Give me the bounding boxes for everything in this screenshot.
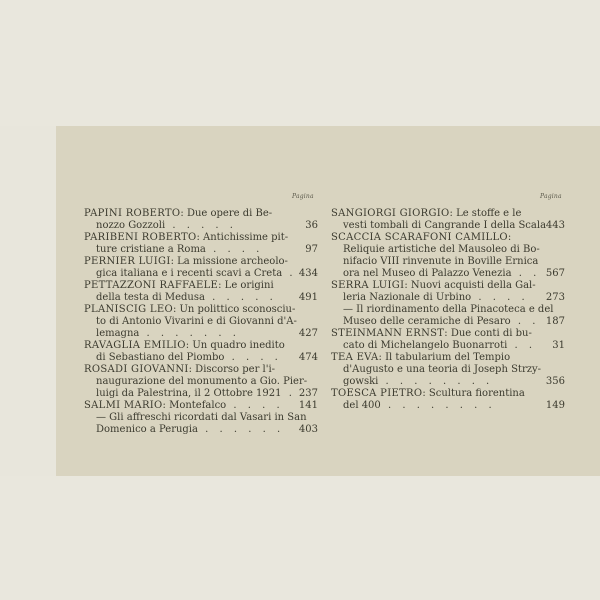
index-column-right — [331, 208, 563, 412]
index-entry-line — [84, 412, 316, 424]
entry-title-text: : Antichissime pit- — [196, 232, 289, 243]
index-entry — [84, 232, 316, 256]
index-entry-line — [84, 244, 316, 256]
entry-title-text: : La missione archeolo- — [170, 256, 288, 267]
page-number: 97 — [305, 244, 318, 255]
leader-dots: . . . . . . . . — [378, 376, 494, 387]
index-entry-line — [331, 328, 563, 340]
scan-margin-bottom — [0, 476, 600, 600]
entry-title-text: lemagna — [96, 328, 140, 339]
index-entry-line — [84, 328, 316, 340]
entry-title-text: gowski — [343, 376, 379, 387]
entry-title-text: to di Antonio Vivarini e di Giovanni d'A- — [96, 316, 297, 327]
index-entry — [331, 232, 563, 280]
entry-title-text: : Nuovi acquisti della Gal- — [404, 280, 536, 291]
entry-title-text: nozzo Gozzoli — [96, 220, 166, 231]
pagina-header-right: Pagina — [540, 193, 562, 200]
entry-title-text: del 400 — [343, 400, 381, 411]
index-entry — [331, 352, 563, 388]
page-number: 356 — [545, 376, 565, 387]
index-entry-line — [331, 268, 563, 280]
entry-title-text: leria Nazionale di Urbino — [343, 292, 472, 303]
author-name: ROSADI GIOVANNI — [84, 364, 189, 375]
author-name: PERNIER LUIGI — [84, 256, 171, 267]
page-number: 273 — [545, 292, 565, 303]
index-entry-line — [331, 364, 563, 376]
index-entry-line — [84, 364, 316, 376]
index-entry-line — [84, 352, 316, 364]
leader-dots: . . . . — [226, 400, 284, 411]
leader-dots: . — [282, 268, 297, 279]
index-entry-line — [84, 292, 316, 304]
index-entry-line — [331, 340, 563, 352]
index-entry — [331, 208, 563, 232]
leader-dots: . . — [510, 316, 540, 327]
author-name: RAVAGLIA EMILIO — [84, 340, 186, 351]
index-entry-line — [331, 280, 563, 292]
entry-title-text: — Il riordinamento della Pinacoteca e del — [343, 304, 554, 315]
page-number: 443 — [545, 220, 565, 231]
author-name: PETTAZZONI RAFFAELE — [84, 280, 219, 291]
page-number: 36 — [305, 220, 318, 231]
index-entry — [84, 364, 316, 400]
index-entry-line — [331, 208, 563, 220]
leader-dots: . . . . — [471, 292, 529, 303]
entry-title-text: luigi da Palestrina, il 2 Ottobre 1921 — [96, 388, 282, 399]
author-name: SCACCIA SCARAFONI CAMILLO — [331, 232, 508, 243]
entry-title-text: : Montefalco — [162, 400, 227, 411]
entry-title-text: vesti tombali di Cangrande I della Scala — [343, 220, 547, 231]
entry-title-text: : Un quadro inedito — [185, 340, 285, 351]
scan-margin-top — [0, 0, 600, 126]
index-entry-line — [331, 220, 563, 232]
index-entry — [331, 280, 563, 328]
entry-title-text: cato di Michelangelo Buonarroti — [343, 340, 508, 351]
author-name: TOESCA PIETRO — [331, 388, 423, 399]
index-entry-line — [84, 232, 316, 244]
index-entry-line — [331, 316, 563, 328]
leader-dots: . . . . — [224, 352, 282, 363]
index-entry-line — [84, 316, 316, 328]
index-entry-line — [84, 388, 316, 400]
leader-dots: . . . . . . . . — [380, 400, 496, 411]
index-entry-line — [331, 232, 563, 244]
page-number: 491 — [298, 292, 318, 303]
entry-title-text: : Scultura fiorentina — [422, 388, 525, 399]
index-entry — [331, 328, 563, 352]
author-name: PAPINI ROBERTO — [84, 208, 181, 219]
index-column-left — [84, 208, 316, 436]
author-name: SALMI MARIO — [84, 400, 163, 411]
entry-title-text: : Le stoffe e le — [449, 208, 522, 219]
entry-title-text: naugurazione del monumento a Gio. Pier- — [96, 376, 308, 387]
leader-dots: . . . . . — [165, 220, 237, 231]
entry-title-text: — Gli affreschi ricordati dal Vasari in San — [96, 412, 307, 423]
page-number: 434 — [298, 268, 318, 279]
leader-dots: . . . . . . . — [139, 328, 240, 339]
index-entry — [84, 340, 316, 364]
author-name: STEINMANN ERNST — [331, 328, 445, 339]
entry-title-text: Museo delle ceramiche di Pesaro — [343, 316, 511, 327]
page-number: 141 — [298, 400, 318, 411]
index-entry-line — [84, 340, 316, 352]
index-entry-line — [331, 256, 563, 268]
index-entry-line — [331, 388, 563, 400]
author-name: PLANISCIG LEO — [84, 304, 173, 315]
leader-dots: . . . . — [205, 244, 264, 255]
page-number: 474 — [298, 352, 318, 363]
entry-title-text: : Due conti di bu- — [444, 328, 532, 339]
index-entry-line — [331, 376, 563, 388]
index-entry-line — [331, 400, 563, 412]
entry-title-text: Domenico a Perugia — [96, 424, 198, 435]
index-entry-line — [84, 208, 316, 220]
leader-dots: . . . . . . — [198, 424, 285, 435]
index-entry-line — [331, 304, 563, 316]
page-number: 237 — [298, 388, 318, 399]
author-name: TEA EVA — [331, 352, 379, 363]
author-name: SERRA LUIGI — [331, 280, 405, 291]
pagina-header-left: Pagina — [292, 193, 314, 200]
entry-title-text: : Un polittico sconosciu- — [172, 304, 296, 315]
entry-title-text: : — [507, 232, 512, 243]
page-number: 403 — [298, 424, 318, 435]
index-entry-line — [84, 256, 316, 268]
page-number: 567 — [545, 268, 565, 279]
page-number: 427 — [298, 328, 318, 339]
page-number: 31 — [552, 340, 565, 351]
index-entry — [84, 208, 316, 232]
entry-title-text: : Le origini — [218, 280, 274, 291]
index-entry — [84, 400, 316, 436]
index-entry — [84, 304, 316, 340]
entry-title-text: : Discorso per l'i- — [188, 364, 276, 375]
entry-title-text: d'Augusto e una teoria di Joseph Strzy- — [343, 364, 542, 375]
index-entry-line — [331, 352, 563, 364]
index-entry — [84, 280, 316, 304]
author-name: SANGIORGI GIORGIO — [331, 208, 450, 219]
leader-dots: . . . . . — [204, 292, 277, 303]
index-entry-line — [331, 292, 563, 304]
leader-dots: . — [281, 388, 296, 399]
index-entry-line — [84, 424, 316, 436]
entry-title-text: : Due opere di Be- — [180, 208, 273, 219]
entry-title-text: ora nel Museo di Palazzo Venezia — [343, 268, 512, 279]
page-number: 149 — [545, 400, 565, 411]
leader-dots: . . — [511, 268, 541, 279]
index-entry-line — [84, 268, 316, 280]
index-entry-line — [331, 244, 563, 256]
index-entry-line — [84, 220, 316, 232]
author-name: PARIBENI ROBERTO — [84, 232, 197, 243]
entry-title-text: della testa di Medusa — [96, 292, 205, 303]
page-number: 187 — [545, 316, 565, 327]
index-entry-line — [84, 400, 316, 412]
entry-title-text: ture cristiane a Roma — [96, 244, 206, 255]
leader-dots: . . — [507, 340, 537, 351]
index-entry-line — [84, 280, 316, 292]
index-entry-line — [84, 304, 316, 316]
entry-title-text: di Sebastiano del Piombo — [96, 352, 225, 363]
index-entry-line — [84, 376, 316, 388]
entry-title-text: gica italiana e i recenti scavi a Creta — [96, 268, 283, 279]
index-entry — [331, 388, 563, 412]
entry-title-text: nifacio VIII rinvenute in Boville Ernica — [343, 256, 539, 267]
entry-title-text: Reliquie artistiche del Mausoleo di Bo- — [343, 244, 540, 255]
index-entry — [84, 256, 316, 280]
entry-title-text: : Il tabularium del Tempio — [378, 352, 511, 363]
